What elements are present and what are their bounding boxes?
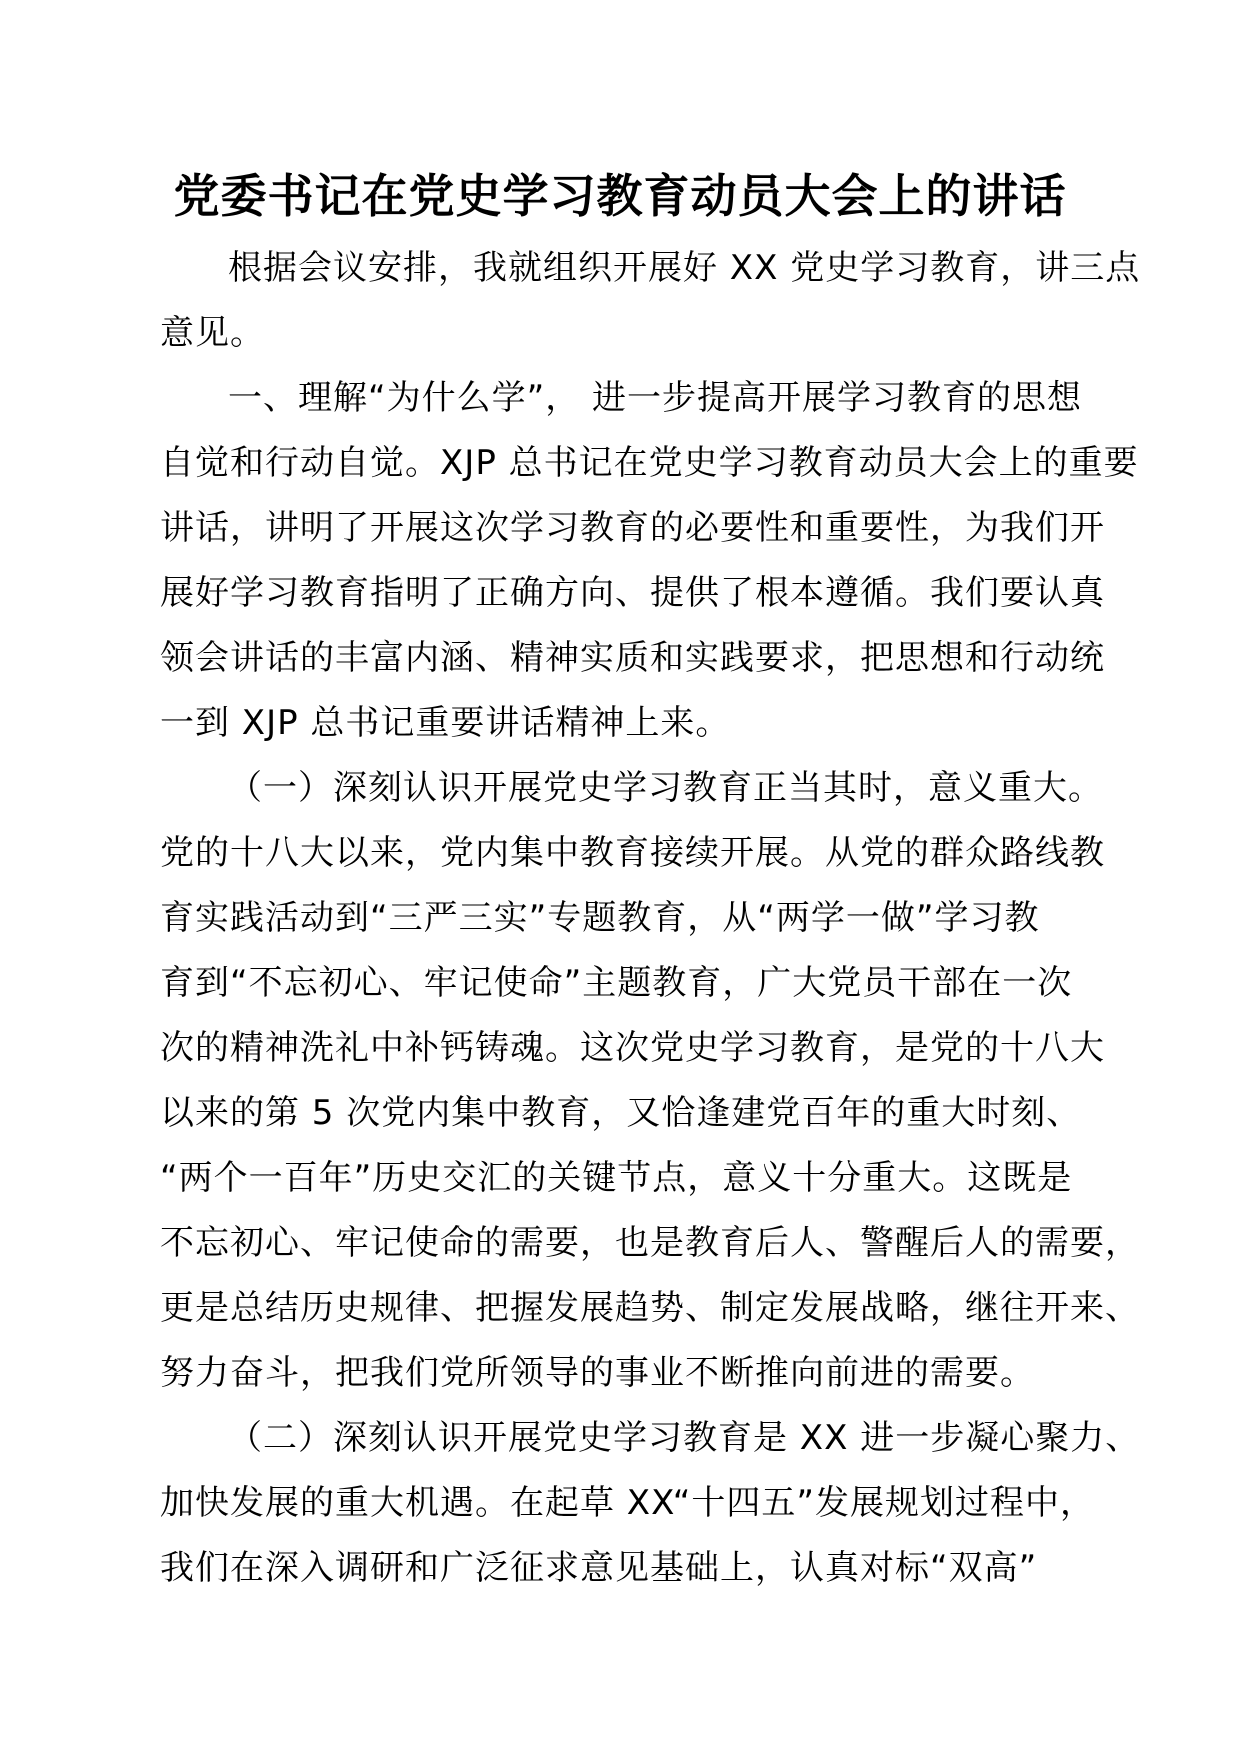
document-body <box>160 236 1141 1601</box>
paragraph-line: 展好学习教育指明了正确方向、提供了根本遵循。我们要认真 <box>160 573 1105 613</box>
paragraph-line: 次的精神洗礼中补钙铸魂。这次党史学习教育，是党的十八大 <box>160 1028 1105 1068</box>
paragraph-line: 加快发展的重大机遇。在起草 XX“十四五”发展规划过程中， <box>160 1483 1095 1523</box>
paragraph-line: 育实践活动到“三严三实”专题教育，从“两学一做”学习教 <box>160 898 1040 938</box>
paragraph-line: 努力奋斗，把我们党所领导的事业不断推向前进的需要。 <box>160 1353 1035 1393</box>
section-heading-line: 一、理解“为什么学”， 进一步提高开展学习教育的思想 <box>228 378 1083 418</box>
paragraph-line: 根据会议安排，我就组织开展好 XX 党史学习教育，讲三点 <box>228 248 1141 288</box>
paragraph-line: 我们在深入调研和广泛征求意见基础上，认真对标“双高” <box>160 1548 1038 1588</box>
paragraph-line: 讲话，讲明了开展这次学习教育的必要性和重要性，为我们开 <box>160 508 1105 548</box>
paragraph-line: 领会讲话的丰富内涵、精神实质和实践要求，把思想和行动统 <box>160 638 1105 678</box>
paragraph-line: 更是总结历史规律、把握发展趋势、制定发展战略，继往开来、 <box>160 1288 1140 1328</box>
paragraph-line: 意见。 <box>160 313 265 353</box>
document-title: 党委书记在党史学习教育动员大会上的讲话 <box>173 169 1067 223</box>
paragraph-line: “两个一百年”历史交汇的关键节点，意义十分重大。这既是 <box>160 1158 1073 1198</box>
paragraph-line: 以来的第 5 次党内集中教育，又恰逢建党百年的重大时刻、 <box>160 1093 1082 1133</box>
subsection-heading-line: （二）深刻认识开展党史学习教育是 XX 进一步凝心聚力、 <box>228 1418 1141 1458</box>
paragraph-line: 育到“不忘初心、牢记使命”主题教育，广大党员干部在一次 <box>160 963 1073 1003</box>
subsection-heading-line: （一）深刻认识开展党史学习教育正当其时，意义重大。 <box>228 768 1103 808</box>
paragraph-line: 一到 XJP 总书记重要讲话精神上来。 <box>160 703 731 743</box>
paragraph-line: 自觉和行动自觉。XJP 总书记在党史学习教育动员大会上的重要 <box>160 443 1139 483</box>
paragraph-line: 党的十八大以来，党内集中教育接续开展。从党的群众路线教 <box>160 833 1105 873</box>
paragraph-line: 不忘初心、牢记使命的需要，也是教育后人、警醒后人的需要， <box>160 1223 1140 1263</box>
